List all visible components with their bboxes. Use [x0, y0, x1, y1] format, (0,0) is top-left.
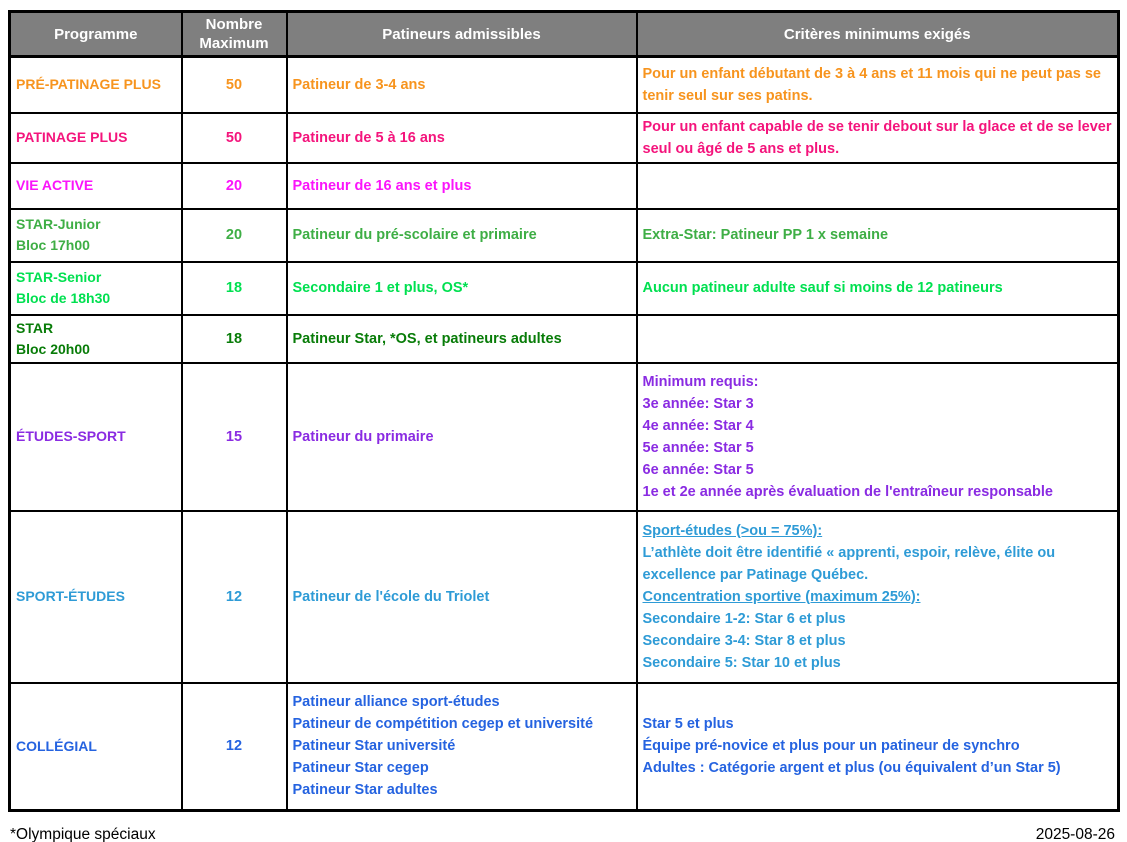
criteres-cell	[637, 683, 1119, 811]
admissible-line: Patineur de 5 à 16 ans	[292, 129, 445, 146]
header-criteres-minimums: Critères minimums exigés	[637, 12, 1119, 57]
programme-line: ÉTUDES-SPORT	[16, 428, 126, 444]
programme-cell	[10, 363, 182, 511]
header-patineurs-admissibles: Patineurs admissibles	[287, 12, 637, 57]
programme-line: Bloc 20h00	[16, 340, 90, 357]
nombre-maximum-cell: 18	[182, 315, 287, 363]
nombre-maximum-cell: 12	[182, 683, 287, 811]
table-row	[10, 363, 1119, 511]
patineurs-admissibles-cell	[287, 262, 637, 315]
admissible-line: Secondaire 1 et plus, OS*	[292, 280, 469, 296]
critere-line: 3e année: Star 3	[642, 395, 754, 412]
programme-line: Bloc de 18h30	[16, 290, 111, 306]
critere-line: Minimum requis:	[642, 373, 759, 390]
patineurs-admissibles-cell	[287, 315, 637, 363]
critere-line: Secondaire 1-2: Star 6 et plus	[642, 610, 846, 627]
table-row	[10, 163, 1119, 209]
nombre-maximum-cell: 12	[182, 511, 287, 683]
nombre-maximum-cell: 20	[182, 209, 287, 262]
programme-line: COLLÉGIAL	[16, 737, 97, 754]
header-nombre-maximum: Nombre Maximum	[182, 12, 287, 57]
admissible-line: Patineur de l'école du Triolet	[292, 588, 490, 605]
programme-cell	[10, 57, 182, 113]
programme-line: VIE ACTIVE	[16, 177, 94, 193]
criteres-cell	[637, 163, 1119, 209]
criteres-cell	[637, 57, 1119, 113]
criteres-cell	[637, 511, 1119, 683]
critere-line: Secondaire 5: Star 10 et plus	[642, 654, 841, 671]
table-row	[10, 113, 1119, 163]
table-row	[10, 209, 1119, 262]
patineurs-admissibles-cell	[287, 209, 637, 262]
admissible-line: Patineur du pré-scolaire et primaire	[292, 227, 537, 243]
programme-cell	[10, 683, 182, 811]
admissible-line: Patineur alliance sport-études	[292, 694, 500, 711]
patineurs-admissibles-cell	[287, 163, 637, 209]
critere-line: Aucun patineur adulte sauf si moins de 12 patineurs	[642, 280, 1003, 296]
criteres-cell	[637, 262, 1119, 315]
criteres-cell	[637, 209, 1119, 262]
programme-line: STAR-Junior	[16, 216, 101, 232]
table-row	[10, 315, 1119, 363]
critere-line: 6e année: Star 5	[642, 461, 754, 478]
programme-line: SPORT-ÉTUDES	[16, 588, 125, 604]
critere-line: Extra-Star: Patineur PP 1 x semaine	[642, 227, 889, 243]
critere-line: Pour un enfant débutant de 3 à 4 ans et 11 mois qui ne peut pas se tenir seul sur ses patins.	[642, 65, 1101, 104]
programme-line: PRÉ-PATINAGE PLUS	[16, 76, 161, 93]
table-row	[10, 511, 1119, 683]
programme-cell	[10, 163, 182, 209]
table-row	[10, 57, 1119, 113]
programme-line: PATINAGE PLUS	[16, 129, 128, 145]
critere-line: Star 5 et plus	[642, 716, 734, 733]
nombre-maximum-cell: 50	[182, 113, 287, 163]
patineurs-admissibles-cell	[287, 511, 637, 683]
nombre-maximum-cell: 15	[182, 363, 287, 511]
programme-line: STAR-Senior	[16, 269, 102, 285]
critere-line: 4e année: Star 4	[642, 417, 754, 434]
admissible-line: Patineur Star, *OS, et patineurs adultes	[292, 330, 562, 347]
date-stamp: 2025-08-26	[1035, 826, 1115, 842]
admissible-line: Patineur de compétition cegep et université	[292, 716, 594, 733]
critere-line: Sport-études (>ou = 75%):	[642, 522, 823, 539]
programs-table	[8, 10, 1120, 812]
programme-cell	[10, 315, 182, 363]
patineurs-admissibles-cell	[287, 363, 637, 511]
admissible-line: Patineur Star université	[292, 738, 456, 755]
programme-cell	[10, 113, 182, 163]
critere-line: Pour un enfant capable de se tenir debout sur la glace et de se lever seul ou âgé de 5 ans et plus.	[642, 118, 1112, 157]
critere-line: 1e et 2e année après évaluation de l'entraîneur responsable	[642, 483, 1053, 500]
programme-cell	[10, 511, 182, 683]
admissible-line: Patineur de 16 ans et plus	[292, 177, 472, 194]
critere-line: Secondaire 3-4: Star 8 et plus	[642, 632, 846, 649]
critere-line: L’athlète doit être identifié « apprenti, espoir, relève, élite ou excellence par Patinage Québec.	[642, 544, 1056, 583]
criteres-cell	[637, 113, 1119, 163]
programme-cell	[10, 209, 182, 262]
admissible-line: Patineur de 3-4 ans	[292, 76, 426, 93]
header-programme: Programme	[10, 12, 182, 57]
nombre-maximum-cell: 20	[182, 163, 287, 209]
admissible-line: Patineur du primaire	[292, 428, 434, 445]
admissible-line: Patineur Star adultes	[292, 782, 438, 799]
programme-cell	[10, 262, 182, 315]
patineurs-admissibles-cell	[287, 683, 637, 811]
critere-line: Équipe pré-novice et plus pour un patineur de synchro	[642, 738, 1020, 755]
patineurs-admissibles-cell	[287, 113, 637, 163]
nombre-maximum-cell: 50	[182, 57, 287, 113]
table-row	[10, 262, 1119, 315]
criteres-cell	[637, 315, 1119, 363]
criteres-cell	[637, 363, 1119, 511]
header-row	[10, 12, 1119, 57]
critere-line: Concentration sportive (maximum 25%):	[642, 588, 921, 605]
patineurs-admissibles-cell	[287, 57, 637, 113]
footnote-olympique-speciaux: *Olympique spéciaux	[10, 826, 156, 842]
critere-line: 5e année: Star 5	[642, 439, 754, 456]
page-footer	[8, 826, 1117, 842]
table-row	[10, 683, 1119, 811]
programme-line: Bloc 17h00	[16, 237, 90, 253]
nombre-maximum-cell: 18	[182, 262, 287, 315]
programme-line: STAR	[16, 319, 54, 336]
admissible-line: Patineur Star cegep	[292, 760, 429, 777]
critere-line: Adultes : Catégorie argent et plus (ou équivalent d’un Star 5)	[642, 760, 1061, 777]
